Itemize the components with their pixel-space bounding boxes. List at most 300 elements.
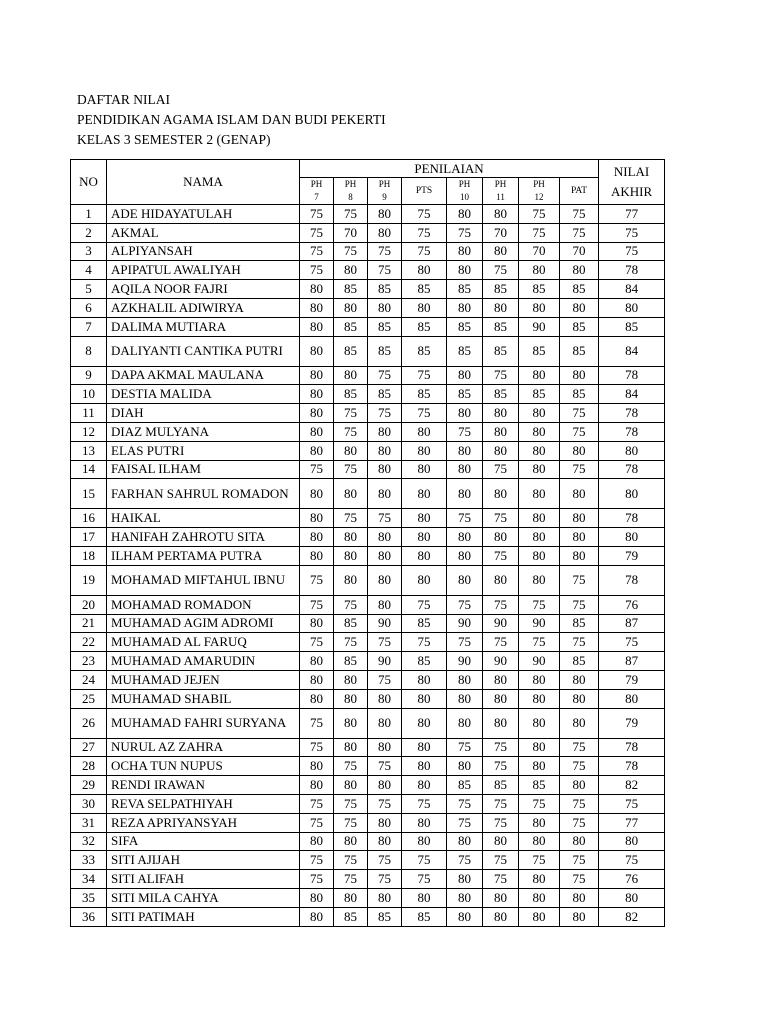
score-cell: 80	[334, 708, 368, 738]
score-cell: 80	[300, 441, 334, 460]
score-cell: 85	[402, 336, 447, 366]
table-row	[71, 832, 665, 851]
score-cell: 80	[519, 888, 560, 907]
score-cell: 75	[368, 404, 402, 423]
subheader-number: 10	[460, 192, 469, 202]
score-cell: 75	[300, 633, 334, 652]
student-name: FARHAN SAHRUL ROMADON	[107, 479, 300, 509]
student-name: ILHAM PERTAMA PUTRA	[107, 546, 300, 565]
table-row	[71, 422, 665, 441]
score-cell: 80	[368, 546, 402, 565]
score-cell: 75	[519, 205, 560, 224]
score-cell: 80	[402, 546, 447, 565]
score-cell: 80	[402, 298, 447, 317]
score-cell: 80	[300, 366, 334, 385]
score-cell: 80	[519, 757, 560, 776]
final-score: 82	[599, 907, 665, 926]
row-number: 34	[71, 870, 107, 889]
score-cell: 80	[334, 565, 368, 595]
score-cell: 75	[300, 242, 334, 261]
table-row	[71, 614, 665, 633]
score-cell: 80	[447, 460, 483, 479]
table-row	[71, 813, 665, 832]
final-score: 80	[599, 298, 665, 317]
score-cell: 85	[368, 317, 402, 336]
score-cell: 90	[368, 652, 402, 671]
score-cell: 80	[519, 460, 560, 479]
score-cell: 80	[300, 404, 334, 423]
score-cell: 75	[402, 595, 447, 614]
final-score: 79	[599, 546, 665, 565]
table-row	[71, 738, 665, 757]
score-cell: 75	[483, 366, 519, 385]
score-cell: 75	[368, 242, 402, 261]
score-cell: 75	[368, 757, 402, 776]
score-cell: 75	[368, 261, 402, 280]
score-cell: 85	[560, 614, 599, 633]
final-score: 84	[599, 280, 665, 299]
score-cell: 80	[334, 738, 368, 757]
score-cell: 70	[519, 242, 560, 261]
score-cell: 80	[334, 479, 368, 509]
row-number: 3	[71, 242, 107, 261]
score-cell: 75	[334, 422, 368, 441]
score-cell: 90	[519, 652, 560, 671]
header-nilai-akhir-line2: AKHIR	[610, 184, 653, 199]
student-name: SITI AJIJAH	[107, 851, 300, 870]
score-cell: 80	[447, 242, 483, 261]
final-score: 75	[599, 794, 665, 813]
score-cell: 75	[334, 633, 368, 652]
score-cell: 75	[560, 738, 599, 757]
row-number: 11	[71, 404, 107, 423]
score-cell: 90	[483, 652, 519, 671]
row-number: 21	[71, 614, 107, 633]
score-cell: 75	[300, 794, 334, 813]
score-cell: 75	[368, 851, 402, 870]
score-cell: 80	[402, 261, 447, 280]
score-cell: 85	[368, 385, 402, 404]
score-cell: 80	[447, 670, 483, 689]
student-name: AKMAL	[107, 223, 300, 242]
score-cell: 75	[447, 851, 483, 870]
student-name: AZKHALIL ADIWIRYA	[107, 298, 300, 317]
score-cell: 80	[334, 888, 368, 907]
score-cell: 80	[519, 870, 560, 889]
table-row	[71, 404, 665, 423]
score-cell: 80	[560, 298, 599, 317]
score-cell: 85	[560, 652, 599, 671]
score-cell: 75	[483, 509, 519, 528]
student-name: HAIKAL	[107, 509, 300, 528]
table-row	[71, 261, 665, 280]
score-cell: 75	[402, 223, 447, 242]
final-score: 80	[599, 832, 665, 851]
score-cell: 75	[483, 870, 519, 889]
score-cell: 75	[560, 813, 599, 832]
score-cell: 80	[368, 441, 402, 460]
score-cell: 85	[402, 652, 447, 671]
subheader-label: PH	[458, 179, 471, 189]
score-cell: 80	[368, 595, 402, 614]
subheader-number: 7	[314, 192, 319, 202]
row-number: 14	[71, 460, 107, 479]
score-cell: 80	[402, 528, 447, 547]
grades-table	[70, 159, 665, 927]
table-row	[71, 565, 665, 595]
score-cell: 75	[519, 223, 560, 242]
score-cell: 75	[334, 205, 368, 224]
score-cell: 80	[483, 832, 519, 851]
score-cell: 80	[300, 422, 334, 441]
score-cell: 75	[334, 404, 368, 423]
student-name: DIAZ MULYANA	[107, 422, 300, 441]
score-cell: 85	[560, 336, 599, 366]
score-cell: 85	[560, 317, 599, 336]
score-cell: 80	[402, 460, 447, 479]
score-cell: 85	[334, 614, 368, 633]
table-row	[71, 441, 665, 460]
score-cell: 80	[334, 689, 368, 708]
student-name: DALIYANTI CANTIKA PUTRI	[107, 336, 300, 366]
row-number: 4	[71, 261, 107, 280]
score-cell: 80	[334, 441, 368, 460]
score-cell: 75	[519, 595, 560, 614]
table-row	[71, 223, 665, 242]
table-row	[71, 757, 665, 776]
score-cell: 85	[334, 280, 368, 299]
score-cell: 80	[368, 689, 402, 708]
score-cell: 80	[519, 689, 560, 708]
score-cell: 80	[447, 832, 483, 851]
score-cell: 75	[300, 851, 334, 870]
table-row	[71, 689, 665, 708]
score-cell: 85	[402, 317, 447, 336]
score-cell: 75	[402, 366, 447, 385]
score-cell: 80	[560, 366, 599, 385]
score-cell: 85	[447, 385, 483, 404]
score-cell: 80	[519, 261, 560, 280]
score-cell: 80	[402, 813, 447, 832]
row-number: 28	[71, 757, 107, 776]
score-cell: 80	[483, 708, 519, 738]
final-score: 77	[599, 205, 665, 224]
subheader-0	[300, 178, 334, 205]
subheader-6	[519, 178, 560, 205]
score-cell: 75	[483, 813, 519, 832]
subheader-number: 11	[496, 192, 505, 202]
row-number: 29	[71, 776, 107, 795]
score-cell: 75	[560, 223, 599, 242]
header-nilai-akhir-line1: NILAI	[613, 164, 650, 179]
score-cell: 80	[447, 298, 483, 317]
score-cell: 75	[483, 460, 519, 479]
final-score: 75	[599, 851, 665, 870]
score-cell: 75	[300, 708, 334, 738]
score-cell: 75	[300, 223, 334, 242]
score-cell: 75	[483, 851, 519, 870]
score-cell: 80	[447, 689, 483, 708]
final-score: 80	[599, 479, 665, 509]
score-cell: 75	[368, 870, 402, 889]
score-cell: 75	[483, 595, 519, 614]
score-cell: 80	[300, 757, 334, 776]
score-cell: 80	[560, 708, 599, 738]
score-cell: 70	[334, 223, 368, 242]
score-cell: 80	[334, 528, 368, 547]
score-cell: 75	[334, 242, 368, 261]
score-cell: 90	[447, 614, 483, 633]
subheader-label: PH	[344, 179, 357, 189]
score-cell: 85	[334, 652, 368, 671]
score-cell: 75	[368, 509, 402, 528]
student-name: AQILA NOOR FAJRI	[107, 280, 300, 299]
final-score: 78	[599, 366, 665, 385]
table-row	[71, 366, 665, 385]
score-cell: 80	[300, 689, 334, 708]
student-name: SITI MILA CAHYA	[107, 888, 300, 907]
score-cell: 80	[519, 298, 560, 317]
row-number: 32	[71, 832, 107, 851]
score-cell: 80	[300, 528, 334, 547]
score-cell: 80	[519, 404, 560, 423]
final-score: 84	[599, 336, 665, 366]
row-number: 35	[71, 888, 107, 907]
final-score: 78	[599, 509, 665, 528]
score-cell: 75	[447, 509, 483, 528]
final-score: 76	[599, 870, 665, 889]
score-cell: 75	[334, 851, 368, 870]
score-cell: 75	[402, 794, 447, 813]
score-cell: 80	[483, 404, 519, 423]
score-cell: 80	[483, 670, 519, 689]
table-row	[71, 336, 665, 366]
student-name: MUHAMAD AL FARUQ	[107, 633, 300, 652]
student-name: MOHAMAD MIFTAHUL IBNU	[107, 565, 300, 595]
row-number: 23	[71, 652, 107, 671]
score-cell: 80	[483, 689, 519, 708]
score-cell: 75	[447, 595, 483, 614]
score-cell: 80	[300, 385, 334, 404]
table-row	[71, 708, 665, 738]
row-number: 30	[71, 794, 107, 813]
row-number: 7	[71, 317, 107, 336]
final-score: 80	[599, 441, 665, 460]
document-heading	[77, 90, 386, 150]
score-cell: 75	[334, 794, 368, 813]
final-score: 78	[599, 422, 665, 441]
final-score: 75	[599, 223, 665, 242]
score-cell: 90	[368, 614, 402, 633]
score-cell: 70	[560, 242, 599, 261]
student-name: MUHAMAD AGIM ADROMI	[107, 614, 300, 633]
score-cell: 80	[368, 888, 402, 907]
table-row	[71, 280, 665, 299]
student-name: APIPATUL AWALIYAH	[107, 261, 300, 280]
score-cell: 80	[560, 479, 599, 509]
table-row	[71, 851, 665, 870]
student-name: MOHAMAD ROMADON	[107, 595, 300, 614]
final-score: 80	[599, 689, 665, 708]
score-cell: 75	[447, 813, 483, 832]
score-cell: 75	[334, 509, 368, 528]
score-cell: 75	[402, 851, 447, 870]
score-cell: 80	[300, 280, 334, 299]
score-cell: 80	[368, 460, 402, 479]
score-cell: 80	[560, 888, 599, 907]
table-row	[71, 776, 665, 795]
score-cell: 80	[300, 776, 334, 795]
score-cell: 75	[560, 851, 599, 870]
subheader-number: 9	[382, 192, 387, 202]
score-cell: 80	[447, 441, 483, 460]
score-cell: 80	[402, 689, 447, 708]
score-cell: 75	[519, 851, 560, 870]
score-cell: 80	[447, 205, 483, 224]
score-cell: 80	[483, 205, 519, 224]
table-row	[71, 888, 665, 907]
score-cell: 80	[519, 509, 560, 528]
score-cell: 80	[447, 261, 483, 280]
score-cell: 75	[402, 205, 447, 224]
score-cell: 75	[368, 366, 402, 385]
score-cell: 75	[560, 757, 599, 776]
score-cell: 75	[447, 794, 483, 813]
row-number: 12	[71, 422, 107, 441]
score-cell: 90	[483, 614, 519, 633]
score-cell: 80	[402, 776, 447, 795]
table-row	[71, 205, 665, 224]
score-cell: 80	[483, 888, 519, 907]
student-name: DALIMA MUTIARA	[107, 317, 300, 336]
score-cell: 85	[402, 280, 447, 299]
score-cell: 80	[368, 479, 402, 509]
final-score: 78	[599, 460, 665, 479]
table-row	[71, 317, 665, 336]
score-cell: 75	[334, 595, 368, 614]
row-number: 13	[71, 441, 107, 460]
table-row	[71, 870, 665, 889]
score-cell: 80	[368, 738, 402, 757]
subheader-label: PH	[378, 179, 391, 189]
score-cell: 75	[483, 261, 519, 280]
subheader-5	[483, 178, 519, 205]
student-name: RENDI IRAWAN	[107, 776, 300, 795]
final-score: 87	[599, 614, 665, 633]
score-cell: 85	[519, 385, 560, 404]
score-cell: 85	[334, 317, 368, 336]
score-cell: 75	[368, 633, 402, 652]
score-cell: 75	[368, 794, 402, 813]
score-cell: 75	[300, 595, 334, 614]
score-cell: 80	[402, 738, 447, 757]
row-number: 36	[71, 907, 107, 926]
score-cell: 75	[560, 565, 599, 595]
score-cell: 75	[447, 633, 483, 652]
final-score: 79	[599, 708, 665, 738]
score-cell: 75	[402, 242, 447, 261]
student-name: SIFA	[107, 832, 300, 851]
table-row	[71, 546, 665, 565]
score-cell: 80	[519, 738, 560, 757]
score-cell: 85	[447, 336, 483, 366]
score-cell: 85	[402, 614, 447, 633]
score-cell: 80	[402, 479, 447, 509]
student-name: HANIFAH ZAHROTU SITA	[107, 528, 300, 547]
table-row	[71, 460, 665, 479]
header-no: NO	[71, 160, 107, 205]
final-score: 84	[599, 385, 665, 404]
row-number: 31	[71, 813, 107, 832]
score-cell: 80	[334, 776, 368, 795]
score-cell: 90	[519, 317, 560, 336]
row-number: 18	[71, 546, 107, 565]
score-cell: 75	[300, 870, 334, 889]
score-cell: 75	[300, 813, 334, 832]
score-cell: 75	[447, 422, 483, 441]
score-cell: 75	[560, 422, 599, 441]
score-cell: 80	[402, 832, 447, 851]
score-cell: 80	[300, 614, 334, 633]
score-cell: 75	[300, 738, 334, 757]
table-row	[71, 794, 665, 813]
score-cell: 75	[560, 460, 599, 479]
score-cell: 80	[483, 479, 519, 509]
heading-title: DAFTAR NILAI	[77, 92, 171, 107]
score-cell: 75	[402, 404, 447, 423]
row-number: 27	[71, 738, 107, 757]
final-score: 82	[599, 776, 665, 795]
score-cell: 85	[368, 280, 402, 299]
score-cell: 80	[519, 441, 560, 460]
score-cell: 80	[560, 528, 599, 547]
score-cell: 75	[560, 404, 599, 423]
score-cell: 75	[483, 757, 519, 776]
student-name: FAISAL ILHAM	[107, 460, 300, 479]
score-cell: 85	[447, 317, 483, 336]
score-cell: 85	[483, 776, 519, 795]
score-cell: 75	[519, 633, 560, 652]
subheader-number: 12	[534, 192, 544, 202]
row-number: 26	[71, 708, 107, 738]
score-cell: 80	[560, 546, 599, 565]
score-cell: 75	[447, 738, 483, 757]
score-cell: 80	[483, 298, 519, 317]
score-cell: 80	[483, 528, 519, 547]
student-name: MUHAMAD FAHRI SURYANA	[107, 708, 300, 738]
score-cell: 85	[402, 907, 447, 926]
score-cell: 80	[402, 670, 447, 689]
score-cell: 85	[519, 336, 560, 366]
score-cell: 75	[334, 460, 368, 479]
score-cell: 75	[560, 205, 599, 224]
score-cell: 75	[300, 205, 334, 224]
row-number: 15	[71, 479, 107, 509]
score-cell: 75	[402, 633, 447, 652]
score-cell: 80	[519, 422, 560, 441]
row-number: 25	[71, 689, 107, 708]
row-number: 6	[71, 298, 107, 317]
row-number: 17	[71, 528, 107, 547]
score-cell: 80	[368, 528, 402, 547]
score-cell: 80	[334, 546, 368, 565]
score-cell: 80	[300, 888, 334, 907]
score-cell: 80	[300, 907, 334, 926]
score-cell: 75	[560, 633, 599, 652]
subheader-1	[334, 178, 368, 205]
score-cell: 80	[519, 366, 560, 385]
student-name: REZA APRIYANSYAH	[107, 813, 300, 832]
